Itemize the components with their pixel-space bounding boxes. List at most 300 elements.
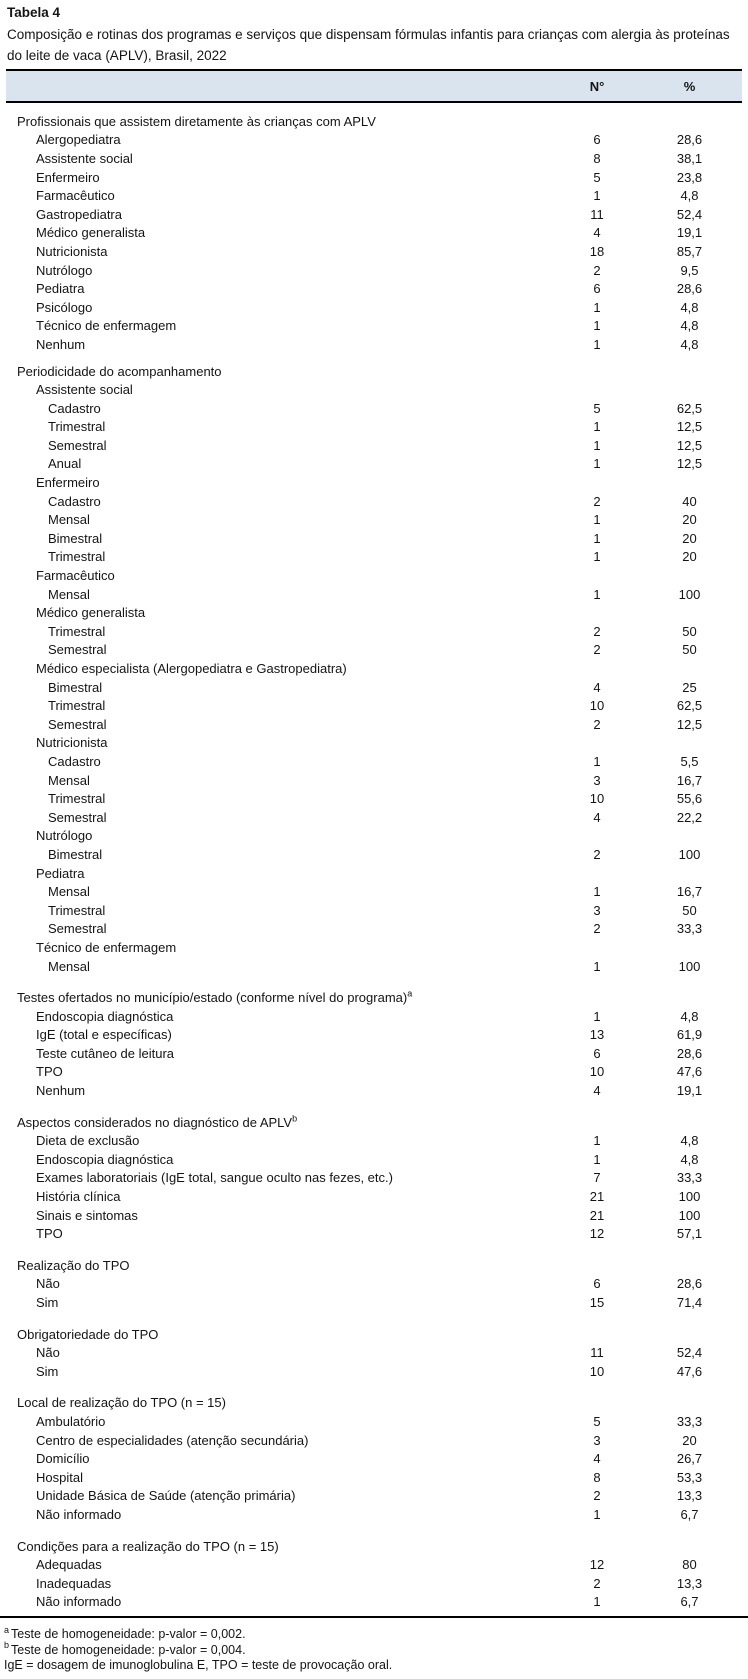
row-pct-value: 20 bbox=[682, 512, 697, 528]
row-pct-value: 33,3 bbox=[676, 1413, 703, 1429]
row-label: Nutrólogo bbox=[36, 262, 93, 278]
row-pct-value: 23,8 bbox=[676, 169, 703, 185]
row-n-value: 6 bbox=[593, 281, 601, 297]
row-label: Mensal bbox=[48, 884, 90, 900]
row-label-cell bbox=[6, 828, 552, 843]
row-n-value: 2 bbox=[593, 921, 601, 937]
table-row bbox=[6, 585, 742, 604]
table-row bbox=[6, 399, 742, 418]
row-pct-value: 28,6 bbox=[676, 1276, 703, 1292]
row-label-cell bbox=[6, 512, 552, 527]
row-label-cell bbox=[6, 959, 552, 974]
table-row bbox=[6, 920, 742, 939]
row-n-value: 1 bbox=[593, 1008, 601, 1024]
row-n-value: 1 bbox=[593, 318, 601, 334]
row-label-cell bbox=[6, 754, 552, 769]
row-label-cell bbox=[6, 170, 552, 185]
row-label: Pediatra bbox=[36, 281, 85, 297]
row-label: Domicílio bbox=[36, 1451, 90, 1467]
row-label: Semestral bbox=[48, 437, 107, 453]
row-label: Técnico de enfermagem bbox=[36, 939, 177, 955]
row-label: Farmacêutico bbox=[36, 188, 115, 204]
row-pct-value: 19,1 bbox=[676, 1083, 703, 1099]
row-label: Enfermeiro bbox=[36, 169, 100, 185]
table-row bbox=[6, 1044, 742, 1063]
section-header-row bbox=[6, 988, 742, 1007]
row-label-cell bbox=[6, 419, 552, 434]
row-label-cell bbox=[6, 587, 552, 602]
row-label-cell bbox=[6, 1046, 552, 1061]
row-label: Mensal bbox=[48, 512, 90, 528]
table-row bbox=[6, 1026, 742, 1045]
row-label-cell bbox=[6, 549, 552, 564]
column-header-n: N° bbox=[589, 78, 605, 94]
row-label: Sim bbox=[36, 1363, 59, 1379]
row-label: Teste cutâneo de leitura bbox=[36, 1045, 175, 1061]
table-row bbox=[6, 641, 742, 660]
row-label: Trimestral bbox=[48, 549, 106, 565]
row-label: Assistente social bbox=[36, 382, 133, 398]
row-label-cell bbox=[6, 1395, 552, 1410]
row-label: Semestral bbox=[48, 642, 107, 658]
row-n-value: 11 bbox=[590, 206, 604, 222]
row-pct-value: 52,4 bbox=[676, 1345, 703, 1361]
row-pct-value: 61,9 bbox=[676, 1027, 703, 1043]
row-label: Nutricionista bbox=[36, 735, 108, 751]
row-label: Mensal bbox=[48, 586, 90, 602]
row-pct-value: 28,6 bbox=[676, 281, 703, 297]
row-label: Unidade Básica de Saúde (atenção primária) bbox=[36, 1488, 296, 1504]
table-row bbox=[6, 261, 742, 280]
row-n-value: 4 bbox=[593, 679, 601, 695]
table-row bbox=[6, 808, 742, 827]
row-pct-value: 50 bbox=[682, 623, 697, 639]
row-pct-value: 33,3 bbox=[676, 921, 703, 937]
table-row bbox=[6, 1343, 742, 1362]
row-label-cell bbox=[6, 1539, 552, 1554]
table-row bbox=[6, 510, 742, 529]
table-row bbox=[6, 317, 742, 336]
row-n-value: 2 bbox=[593, 642, 601, 658]
table-row bbox=[6, 1007, 742, 1026]
table-row bbox=[6, 957, 742, 976]
table-row bbox=[6, 696, 742, 715]
table-row bbox=[6, 1412, 742, 1431]
row-label: Médico generalista bbox=[36, 605, 146, 621]
row-label: Bimestral bbox=[48, 530, 103, 546]
row-pct-value: 53,3 bbox=[676, 1469, 703, 1485]
footnote-marker: b bbox=[4, 1640, 10, 1651]
row-n-value: 3 bbox=[593, 902, 601, 918]
row-label-cell bbox=[6, 921, 552, 936]
row-label-cell bbox=[6, 337, 552, 352]
row-label: Realização do TPO bbox=[17, 1257, 130, 1273]
row-pct-value: 5,5 bbox=[680, 753, 699, 769]
table-row bbox=[6, 224, 742, 243]
row-label: Endoscopia diagnóstica bbox=[36, 1151, 174, 1167]
row-pct-value: 20 bbox=[682, 530, 697, 546]
row-label: Assistente social bbox=[36, 150, 133, 166]
section-header-row bbox=[6, 112, 742, 131]
row-pct-value: 62,5 bbox=[676, 698, 703, 714]
row-label-cell bbox=[6, 438, 552, 453]
table-row bbox=[6, 1187, 742, 1206]
row-label: Não bbox=[36, 1345, 60, 1361]
row-n-value: 10 bbox=[589, 1064, 605, 1080]
row-n-value: 2 bbox=[593, 262, 601, 278]
row-label: Aspectos considerados no diagnóstico de APLV bbox=[17, 1114, 293, 1130]
table-section bbox=[6, 112, 742, 354]
row-label-cell bbox=[6, 401, 552, 416]
table-section bbox=[6, 362, 742, 976]
section-header-row bbox=[6, 1256, 742, 1275]
footnote-line bbox=[4, 1624, 742, 1643]
table-section bbox=[6, 1256, 742, 1312]
row-label-cell bbox=[6, 494, 552, 509]
table-row bbox=[6, 901, 742, 920]
row-n-value: 1 bbox=[593, 456, 601, 472]
row-label: Cadastro bbox=[48, 400, 101, 416]
row-n-value: 1 bbox=[593, 1133, 601, 1149]
table-row bbox=[6, 1362, 742, 1381]
row-label-cell bbox=[6, 1226, 552, 1241]
row-label-cell bbox=[6, 207, 552, 222]
row-label-cell bbox=[6, 568, 552, 583]
table-number-title: Tabela 4 bbox=[7, 5, 61, 20]
row-label-cell bbox=[6, 456, 552, 471]
row-label-cell bbox=[6, 1433, 552, 1448]
row-label: Pediatra bbox=[36, 865, 85, 881]
row-label: Nutricionista bbox=[36, 243, 108, 259]
row-pct-value: 80 bbox=[682, 1557, 697, 1573]
row-pct-value: 62,5 bbox=[676, 400, 703, 416]
row-pct-value: 19,1 bbox=[676, 225, 703, 241]
footnotes bbox=[4, 1624, 742, 1674]
table-row bbox=[6, 1131, 742, 1150]
row-n-value: 10 bbox=[589, 698, 605, 714]
row-label-cell bbox=[6, 661, 552, 676]
table-row bbox=[6, 335, 742, 354]
row-n-value: 3 bbox=[593, 772, 601, 788]
subsection-header-row bbox=[6, 734, 742, 753]
section-header-row bbox=[6, 1113, 742, 1132]
table-row bbox=[6, 131, 742, 150]
row-label: Sim bbox=[36, 1295, 59, 1311]
row-label-cell bbox=[6, 1083, 552, 1098]
table-row bbox=[6, 1431, 742, 1450]
footnote-marker: a bbox=[4, 1624, 10, 1635]
row-n-value: 5 bbox=[593, 1413, 601, 1429]
row-pct-value: 4,8 bbox=[680, 1151, 699, 1167]
table-row bbox=[6, 186, 742, 205]
row-pct-value: 50 bbox=[682, 642, 697, 658]
row-pct-value: 20 bbox=[682, 549, 697, 565]
row-n-value: 5 bbox=[593, 169, 601, 185]
row-n-value: 8 bbox=[593, 150, 601, 166]
row-pct-value: 13,3 bbox=[676, 1488, 703, 1504]
row-label-cell bbox=[6, 605, 552, 620]
row-label: Nutrólogo bbox=[36, 828, 93, 844]
row-label-cell bbox=[6, 642, 552, 657]
row-label: Bimestral bbox=[48, 679, 103, 695]
row-label-cell bbox=[6, 773, 552, 788]
row-label: Semestral bbox=[48, 921, 107, 937]
row-pct-value: 71,4 bbox=[676, 1295, 703, 1311]
row-label-cell bbox=[6, 318, 552, 333]
row-n-value: 5 bbox=[593, 400, 601, 416]
row-label: Testes ofertados no município/estado (conforme nível do programa) bbox=[17, 990, 408, 1006]
row-n-value: 2 bbox=[593, 1488, 601, 1504]
row-pct-value: 100 bbox=[678, 958, 701, 974]
row-label: Obrigatoriedade do TPO bbox=[17, 1326, 159, 1342]
row-label-cell bbox=[6, 1115, 552, 1130]
table-row bbox=[6, 1293, 742, 1312]
table-row bbox=[6, 529, 742, 548]
row-label: Trimestral bbox=[48, 698, 106, 714]
row-pct-value: 38,1 bbox=[676, 150, 703, 166]
row-label-cell bbox=[6, 151, 552, 166]
row-pct-value: 9,5 bbox=[680, 262, 699, 278]
row-label: Enfermeiro bbox=[36, 475, 100, 491]
row-pct-value: 50 bbox=[682, 902, 697, 918]
row-n-value: 1 bbox=[593, 336, 601, 352]
row-label: Ambulatório bbox=[36, 1413, 106, 1429]
footnote-line bbox=[4, 1640, 742, 1659]
row-n-value: 1 bbox=[593, 299, 601, 315]
subsection-header-row bbox=[6, 827, 742, 846]
row-n-value: 8 bbox=[593, 1469, 601, 1485]
table-section bbox=[6, 1394, 742, 1524]
row-label-cell bbox=[6, 132, 552, 147]
subsection-header-row bbox=[6, 566, 742, 585]
subsection-header-row bbox=[6, 938, 742, 957]
row-label: Exames laboratoriais (IgE total, sangue oculto nas fezes, etc.) bbox=[36, 1170, 393, 1186]
row-n-value: 21 bbox=[589, 1207, 605, 1223]
section-header-row bbox=[6, 1537, 742, 1556]
table-row bbox=[6, 279, 742, 298]
row-label-cell bbox=[6, 1027, 552, 1042]
row-label: Inadequadas bbox=[36, 1575, 112, 1591]
table-section bbox=[6, 988, 742, 1100]
table-row bbox=[6, 168, 742, 187]
table-row bbox=[6, 418, 742, 437]
table-row bbox=[6, 622, 742, 641]
row-label-cell bbox=[6, 1295, 552, 1310]
row-label: Psicólogo bbox=[36, 299, 93, 315]
table-body bbox=[6, 112, 742, 1611]
row-pct-value: 100 bbox=[678, 846, 701, 862]
section-header-row bbox=[6, 1394, 742, 1413]
row-label: Cadastro bbox=[48, 753, 101, 769]
row-pct-value: 12,5 bbox=[676, 456, 703, 472]
row-label-cell bbox=[6, 281, 552, 296]
row-n-value: 1 bbox=[593, 549, 601, 565]
table-row bbox=[6, 242, 742, 261]
row-label: Farmacêutico bbox=[36, 568, 115, 584]
table-row bbox=[6, 298, 742, 317]
table-row bbox=[6, 436, 742, 455]
table-row bbox=[6, 771, 742, 790]
row-n-value: 4 bbox=[593, 1451, 601, 1467]
row-label-cell bbox=[6, 263, 552, 278]
row-pct-value: 28,6 bbox=[676, 1045, 703, 1061]
row-pct-value: 26,7 bbox=[676, 1451, 703, 1467]
row-n-value: 10 bbox=[589, 791, 605, 807]
subsection-header-row bbox=[6, 473, 742, 492]
table-row bbox=[6, 1574, 742, 1593]
row-pct-value: 4,8 bbox=[680, 318, 699, 334]
column-header-pct: % bbox=[683, 78, 696, 94]
row-pct-value: 100 bbox=[678, 586, 701, 602]
table-section bbox=[6, 1113, 742, 1243]
row-pct-value: 6,7 bbox=[680, 1594, 699, 1610]
subsection-header-row bbox=[6, 380, 742, 399]
row-n-value: 1 bbox=[593, 1594, 601, 1610]
footnote-text: IgE = dosagem de imunoglobulina E, TPO = teste de provocação oral. bbox=[4, 1658, 393, 1673]
footnote-text: Teste de homogeneidade: p-valor = 0,002. bbox=[11, 1627, 246, 1642]
row-label-cell bbox=[6, 866, 552, 881]
table-row bbox=[6, 205, 742, 224]
row-label-cell bbox=[6, 1258, 552, 1273]
row-n-value: 2 bbox=[593, 716, 601, 732]
row-n-value: 15 bbox=[589, 1295, 605, 1311]
row-label: Trimestral bbox=[48, 902, 106, 918]
table-caption: Composição e rotinas dos programas e serviços que dispensam fórmulas infantis para crianças com alergia às proteínas do leite de vaca (APLV), Brasil, 2022 bbox=[7, 27, 730, 63]
footnote-marker: a bbox=[407, 990, 413, 999]
table-section bbox=[6, 1537, 742, 1611]
row-pct-value: 25 bbox=[682, 679, 697, 695]
row-pct-value: 12,5 bbox=[676, 437, 703, 453]
row-label-cell bbox=[6, 1576, 552, 1591]
row-n-value: 11 bbox=[590, 1345, 604, 1361]
subsection-header-row bbox=[6, 864, 742, 883]
row-label-cell bbox=[6, 735, 552, 750]
footnote-text: Teste de homogeneidade: p-valor = 0,004. bbox=[11, 1642, 246, 1657]
row-label-cell bbox=[6, 698, 552, 713]
section-header-row bbox=[6, 1325, 742, 1344]
row-label-cell bbox=[6, 1557, 552, 1572]
table-row bbox=[6, 1275, 742, 1294]
row-label: IgE (total e específicas) bbox=[36, 1027, 172, 1043]
table-row bbox=[6, 1150, 742, 1169]
table-row bbox=[6, 715, 742, 734]
row-n-value: 1 bbox=[593, 586, 601, 602]
row-n-value: 2 bbox=[593, 493, 601, 509]
row-n-value: 4 bbox=[593, 1083, 601, 1099]
row-label-cell bbox=[6, 1152, 552, 1167]
row-pct-value: 55,6 bbox=[676, 791, 703, 807]
row-label-cell bbox=[6, 903, 552, 918]
table-row bbox=[6, 845, 742, 864]
table-row bbox=[6, 492, 742, 511]
row-pct-value: 33,3 bbox=[676, 1170, 703, 1186]
row-pct-value: 47,6 bbox=[676, 1363, 703, 1379]
row-pct-value: 40 bbox=[682, 493, 697, 509]
row-label: TPO bbox=[36, 1064, 63, 1080]
row-label-cell bbox=[6, 717, 552, 732]
row-pct-value: 22,2 bbox=[676, 809, 703, 825]
row-label: Semestral bbox=[48, 809, 107, 825]
row-pct-value: 52,4 bbox=[676, 206, 703, 222]
row-label-cell bbox=[6, 364, 552, 379]
row-label-cell bbox=[6, 1064, 552, 1079]
row-label: Centro de especialidades (atenção secundária) bbox=[36, 1432, 309, 1448]
table-row bbox=[6, 455, 742, 474]
row-n-value: 1 bbox=[593, 188, 601, 204]
row-n-value: 6 bbox=[593, 132, 601, 148]
row-pct-value: 16,7 bbox=[676, 884, 703, 900]
row-n-value: 2 bbox=[593, 623, 601, 639]
row-label: Alergopediatra bbox=[36, 132, 121, 148]
subsection-header-row bbox=[6, 603, 742, 622]
row-label: Adequadas bbox=[36, 1557, 102, 1573]
row-label: Bimestral bbox=[48, 846, 103, 862]
row-label: Local de realização do TPO (n = 15) bbox=[17, 1395, 226, 1411]
row-label-cell bbox=[6, 1327, 552, 1342]
row-label-cell bbox=[6, 1133, 552, 1148]
table-row bbox=[6, 678, 742, 697]
row-n-value: 3 bbox=[593, 1432, 601, 1448]
row-n-value: 1 bbox=[593, 437, 601, 453]
row-label-cell bbox=[6, 1189, 552, 1204]
row-pct-value: 4,8 bbox=[680, 336, 699, 352]
row-label-cell bbox=[6, 680, 552, 695]
row-label-cell bbox=[6, 1451, 552, 1466]
row-pct-value: 100 bbox=[678, 1189, 701, 1205]
row-label: Periodicidade do acompanhamento bbox=[17, 363, 222, 379]
row-n-value: 1 bbox=[593, 419, 601, 435]
footnote-line bbox=[4, 1658, 742, 1674]
row-label: Nenhum bbox=[36, 1083, 86, 1099]
table-row bbox=[6, 1169, 742, 1188]
row-label: Não bbox=[36, 1276, 60, 1292]
row-label: Hospital bbox=[36, 1469, 83, 1485]
row-pct-value: 4,8 bbox=[680, 299, 699, 315]
table-header-row bbox=[6, 69, 742, 103]
row-label: Mensal bbox=[48, 958, 90, 974]
row-pct-value: 12,5 bbox=[676, 716, 703, 732]
row-label-cell bbox=[6, 1414, 552, 1429]
row-label-cell bbox=[6, 114, 552, 129]
row-label: Condições para a realização do TPO (n = 15) bbox=[17, 1538, 279, 1554]
row-n-value: 1 bbox=[593, 1151, 601, 1167]
row-label-cell bbox=[6, 791, 552, 806]
table-section bbox=[6, 1325, 742, 1381]
table-row bbox=[6, 1081, 742, 1100]
row-label-cell bbox=[6, 1507, 552, 1522]
row-n-value: 1 bbox=[593, 884, 601, 900]
row-label-cell bbox=[6, 810, 552, 825]
row-label-cell bbox=[6, 1364, 552, 1379]
row-n-value: 1 bbox=[593, 753, 601, 769]
row-pct-value: 4,8 bbox=[680, 1133, 699, 1149]
row-label: Não informado bbox=[36, 1506, 122, 1522]
row-pct-value: 47,6 bbox=[676, 1064, 703, 1080]
table-row bbox=[6, 1468, 742, 1487]
row-label: História clínica bbox=[36, 1189, 121, 1205]
row-n-value: 1 bbox=[593, 1506, 601, 1522]
table-row bbox=[6, 1206, 742, 1225]
row-label-cell bbox=[6, 475, 552, 490]
row-n-value: 12 bbox=[589, 1557, 605, 1573]
row-n-value: 4 bbox=[593, 225, 601, 241]
row-label-cell bbox=[6, 1594, 552, 1609]
footnote-divider bbox=[0, 1616, 748, 1618]
row-label-cell bbox=[6, 225, 552, 240]
row-label-cell bbox=[6, 244, 552, 259]
row-label: Não informado bbox=[36, 1594, 122, 1610]
row-n-value: 2 bbox=[593, 1575, 601, 1591]
